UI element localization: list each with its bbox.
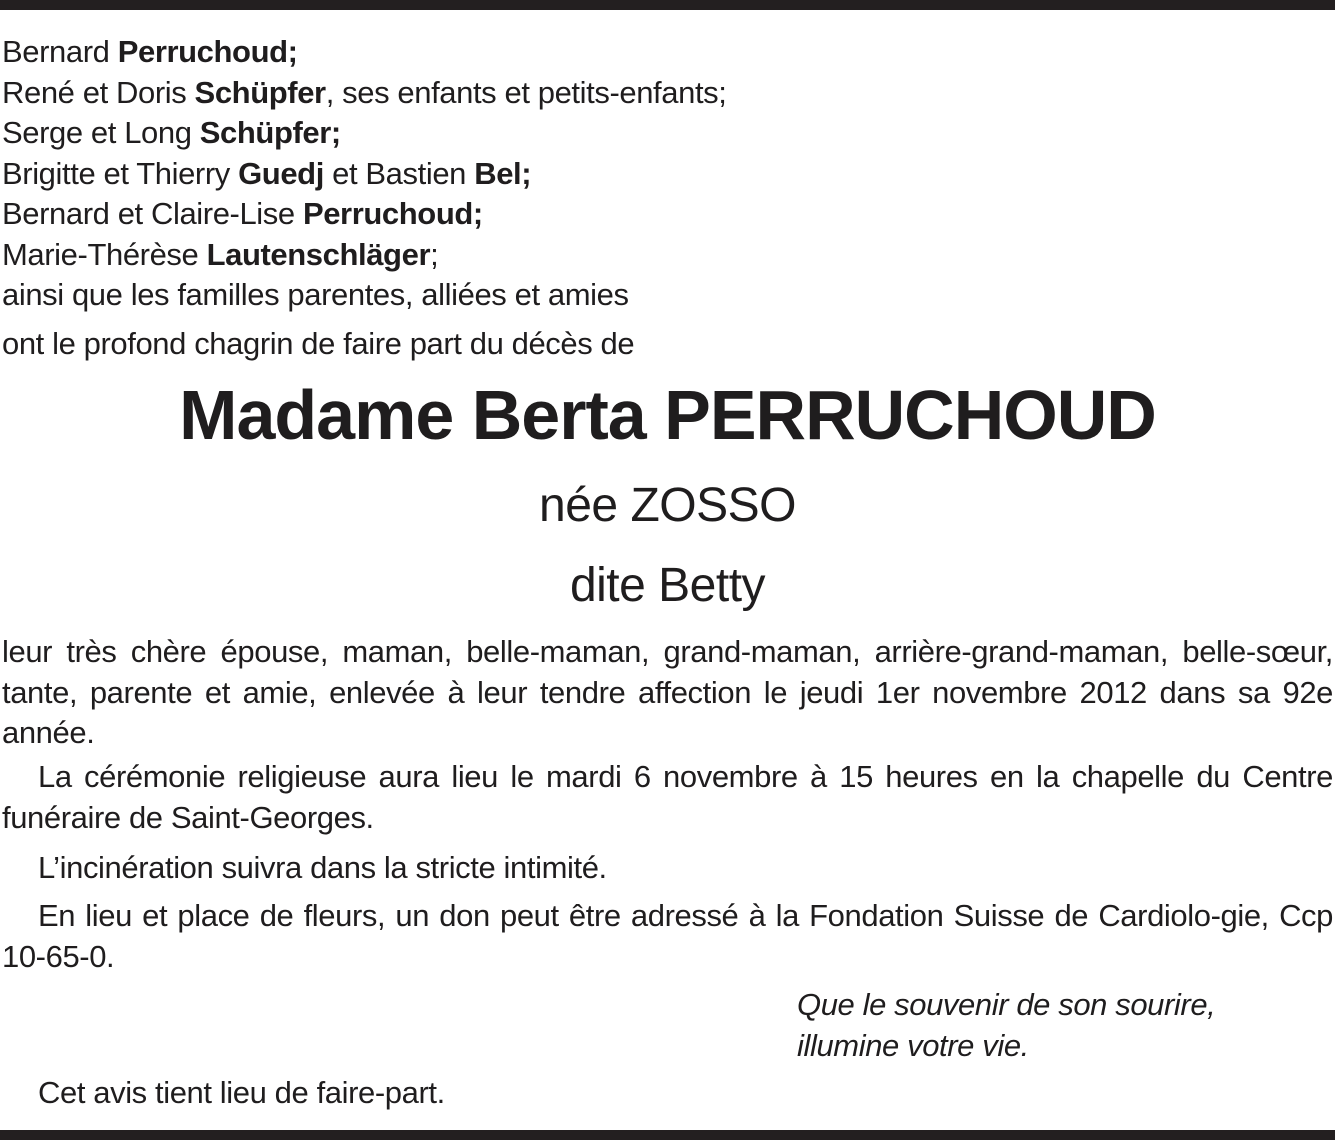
cremation-text: L’incinération suivra dans la stricte intimité. bbox=[38, 850, 607, 885]
family-surname: Schüpfer; bbox=[199, 115, 341, 150]
donation-text: En lieu et place de fleurs, un don peut être adressé à la Fondation Suisse de Cardiolo-gie, Ccp 10-65-0. bbox=[2, 898, 1333, 974]
memorial-quote bbox=[797, 985, 1327, 1066]
family-given-names: René et Doris bbox=[2, 74, 195, 110]
family-tail: ainsi que les familles parentes, alliées et amies bbox=[2, 277, 629, 312]
family-surname: Guedj bbox=[238, 155, 324, 191]
quote-line-2: illumine votre vie. bbox=[797, 1027, 1029, 1063]
family-given-names: Marie-Thérèse bbox=[2, 236, 207, 272]
relation-text: leur très chère épouse, maman, belle-maman, grand-maman, arrière-grand-maman, belle-sœur, tante, parente et amie, enlevée à leur tendre affection le jeudi 1er novembre 2012 dans sa 92e année. bbox=[2, 634, 1333, 750]
nickname: dite Betty bbox=[569, 559, 766, 612]
family-list bbox=[2, 32, 902, 364]
ceremony-text: La cérémonie religieuse aura lieu le mardi 6 novembre à 15 heures en la chapelle du Centre funéraire de Saint-Georges. bbox=[2, 759, 1333, 835]
family-suffix: ; bbox=[430, 236, 439, 272]
family-surname: Perruchoud; bbox=[117, 34, 298, 69]
family-given-names: Serge et Long bbox=[2, 115, 200, 150]
deceased-name: Madame Berta PERRUCHOUD bbox=[179, 376, 1156, 454]
maiden-name: née ZOSSO bbox=[539, 479, 796, 532]
family-suffix: , ses enfants et petits-enfants; bbox=[325, 74, 727, 110]
family-line-2 bbox=[2, 73, 902, 114]
family-given-names: Bernard et Claire-Lise bbox=[2, 196, 303, 231]
closing-note: Cet avis tient lieu de faire-part. bbox=[38, 1075, 445, 1110]
ceremony-paragraph bbox=[2, 757, 1333, 838]
family-surname-secondary: Bel; bbox=[474, 155, 532, 191]
announcement-line: ont le profond chagrin de faire part du décès de bbox=[2, 325, 635, 361]
quote-line-1: Que le souvenir de son sourire, bbox=[797, 987, 1216, 1022]
relation-paragraph bbox=[2, 632, 1333, 754]
family-given-names: Bernard bbox=[2, 34, 118, 69]
cremation-paragraph bbox=[2, 848, 1333, 889]
family-given-names: Brigitte et Thierry bbox=[2, 155, 239, 191]
top-border-rule bbox=[0, 0, 1335, 10]
family-line-3 bbox=[2, 113, 902, 154]
family-surname: Lautenschläger bbox=[206, 236, 431, 272]
family-line-4 bbox=[2, 154, 902, 195]
family-surname: Perruchoud; bbox=[302, 196, 483, 231]
donation-paragraph bbox=[2, 896, 1333, 977]
bottom-border-rule bbox=[0, 1130, 1335, 1140]
family-line-1 bbox=[2, 32, 902, 73]
family-line-5 bbox=[2, 194, 902, 235]
family-suffix: et Bastien bbox=[323, 155, 475, 191]
family-surname: Schüpfer bbox=[194, 74, 326, 110]
family-line-6 bbox=[2, 235, 902, 276]
